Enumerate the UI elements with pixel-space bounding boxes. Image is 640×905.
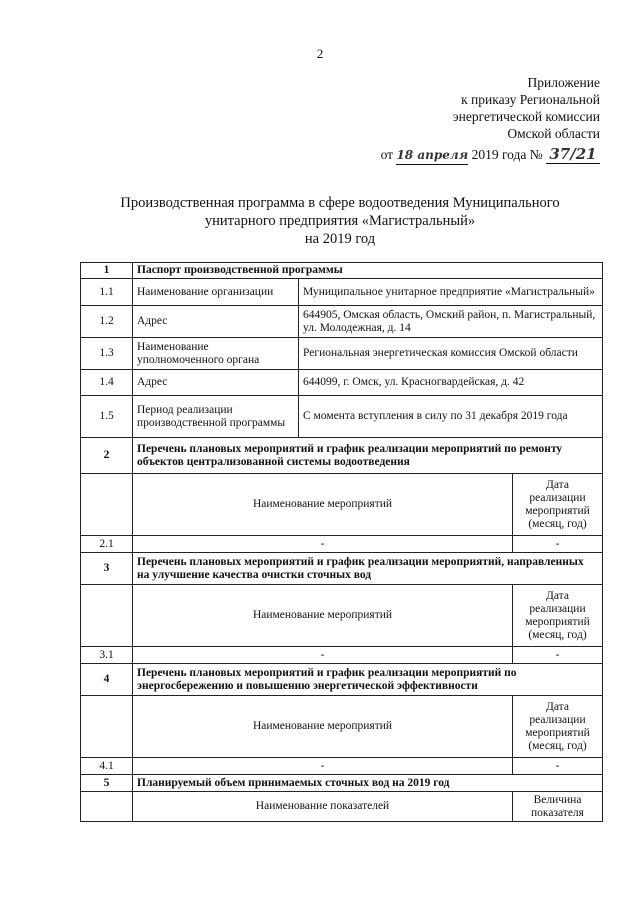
order-date-handwritten: 18 апреля bbox=[396, 147, 468, 165]
row-number: 1.5 bbox=[81, 396, 133, 438]
section-2-header-row bbox=[81, 438, 603, 474]
order-line bbox=[381, 146, 600, 165]
table-row bbox=[81, 758, 603, 775]
column-header-name: Наименование показателей bbox=[133, 792, 513, 822]
order-number-handwritten: 37/21 bbox=[546, 146, 600, 164]
appendix-block bbox=[381, 74, 600, 165]
passport-table bbox=[80, 262, 603, 822]
section-number: 1 bbox=[81, 263, 133, 279]
table-row bbox=[81, 338, 603, 370]
title-line: унитарного предприятия «Магистральный» bbox=[204, 213, 476, 229]
section-3-header-row bbox=[81, 553, 603, 585]
row-date: - bbox=[513, 536, 603, 553]
table-row bbox=[81, 647, 603, 664]
row-label: Адрес bbox=[133, 306, 299, 338]
order-prefix: от bbox=[380, 147, 394, 162]
column-header-date: Дата реализации мероприятий (месяц, год) bbox=[513, 474, 603, 536]
section-header: Паспорт производственной программы bbox=[133, 263, 603, 279]
row-number: 1.1 bbox=[81, 279, 133, 306]
row-date: - bbox=[513, 758, 603, 775]
column-header-date: Дата реализации мероприятий (месяц, год) bbox=[513, 696, 603, 758]
appendix-line: к приказу Региональной bbox=[461, 92, 600, 107]
row-date: - bbox=[513, 647, 603, 664]
table-row bbox=[81, 396, 603, 438]
row-value: - bbox=[133, 758, 513, 775]
column-header-row bbox=[81, 474, 603, 536]
empty-cell bbox=[81, 696, 133, 758]
section-header: Перечень плановых мероприятий и график реализации мероприятий по ремонту объектов централизованной системы водоотведения bbox=[133, 438, 603, 474]
row-label: Наименование организации bbox=[133, 279, 299, 306]
row-label: Наименование уполномоченного органа bbox=[133, 338, 299, 370]
column-header-row bbox=[81, 696, 603, 758]
section-1-header-row bbox=[81, 263, 603, 279]
section-number: 5 bbox=[81, 775, 133, 792]
row-value: - bbox=[133, 536, 513, 553]
column-header-row bbox=[81, 792, 603, 822]
row-number: 1.4 bbox=[81, 370, 133, 396]
table-row bbox=[81, 370, 603, 396]
column-header-row bbox=[81, 585, 603, 647]
row-number: 4.1 bbox=[81, 758, 133, 775]
row-number: 3.1 bbox=[81, 647, 133, 664]
column-header-name: Наименование мероприятий bbox=[133, 696, 513, 758]
empty-cell bbox=[81, 792, 133, 822]
row-number: 1.2 bbox=[81, 306, 133, 338]
section-4-header-row bbox=[81, 664, 603, 696]
title-line: на 2019 год bbox=[304, 231, 376, 247]
row-value: - bbox=[133, 647, 513, 664]
document-title bbox=[60, 194, 620, 248]
section-header: Перечень плановых мероприятий и график реализации мероприятий по энергосбережению и повышению энергетической эффективности bbox=[133, 664, 603, 696]
page-number: 2 bbox=[316, 46, 324, 61]
table-row bbox=[81, 279, 603, 306]
row-value: Муниципальное унитарное предприятие «Магистральный» bbox=[299, 279, 603, 306]
row-value: Региональная энергетическая комиссия Омской области bbox=[299, 338, 603, 370]
order-year: 2019 года № bbox=[471, 147, 543, 162]
row-value: 644099, г. Омск, ул. Красногвардейская, д. 42 bbox=[299, 370, 603, 396]
table-row bbox=[81, 536, 603, 553]
section-header: Планируемый объем принимаемых сточных вод на 2019 год bbox=[133, 775, 603, 792]
appendix-line: Омской области bbox=[507, 126, 600, 141]
section-number: 3 bbox=[81, 553, 133, 585]
appendix-line: Приложение bbox=[527, 75, 600, 90]
appendix-line: энергетической комиссии bbox=[452, 109, 600, 124]
section-header: Перечень плановых мероприятий и график реализации мероприятий, направленных на улучшение качества очистки сточных вод bbox=[133, 553, 603, 585]
column-header-value: Величина показателя bbox=[513, 792, 603, 822]
column-header-date: Дата реализации мероприятий (месяц, год) bbox=[513, 585, 603, 647]
column-header-name: Наименование мероприятий bbox=[133, 585, 513, 647]
empty-cell bbox=[81, 585, 133, 647]
column-header-name: Наименование мероприятий bbox=[133, 474, 513, 536]
section-number: 2 bbox=[81, 438, 133, 474]
table-row bbox=[81, 306, 603, 338]
row-number: 2.1 bbox=[81, 536, 133, 553]
title-line: Производственная программа в сфере водоотведения Муниципального bbox=[120, 195, 560, 211]
section-number: 4 bbox=[81, 664, 133, 696]
row-number: 1.3 bbox=[81, 338, 133, 370]
row-value: С момента вступления в силу по 31 декабря 2019 года bbox=[299, 396, 603, 438]
row-label: Период реализации производственной программы bbox=[133, 396, 299, 438]
empty-cell bbox=[81, 474, 133, 536]
row-value: 644905, Омская область, Омский район, п. Магистральный, ул. Молодежная, д. 14 bbox=[299, 306, 603, 338]
row-label: Адрес bbox=[133, 370, 299, 396]
section-5-header-row bbox=[81, 775, 603, 792]
